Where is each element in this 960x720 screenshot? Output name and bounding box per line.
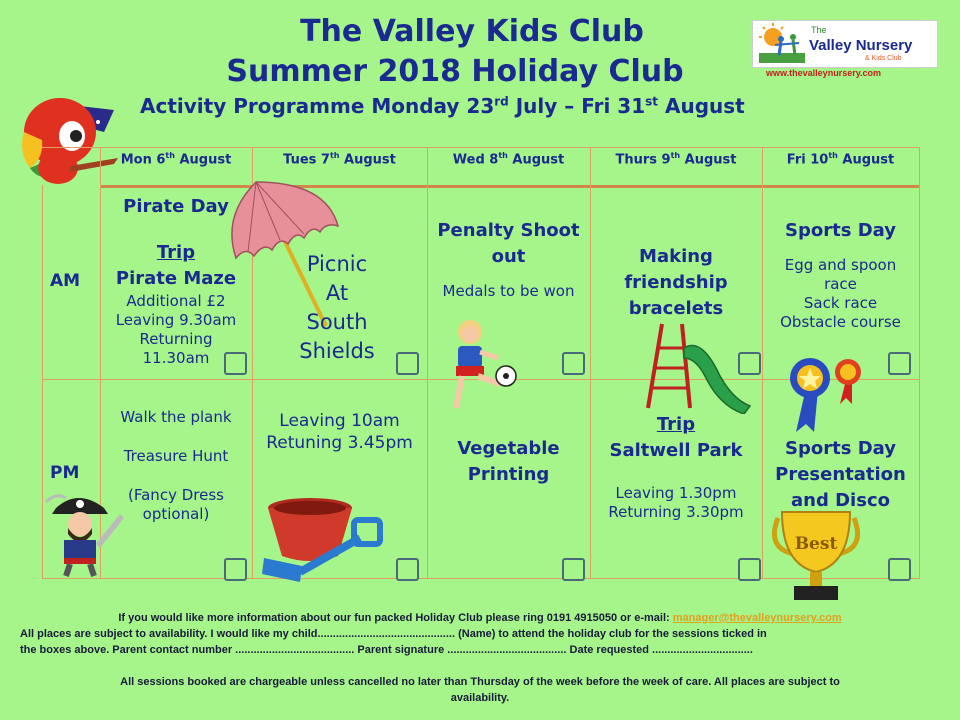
pm-thu-line1: Leaving 1.30pm [615,484,737,502]
checkbox-am-mon[interactable] [224,352,247,375]
programme-part-a: Activity Programme Monday 23 [140,94,495,118]
am-fri-line2: race [824,275,857,293]
nursery-logo [752,20,938,68]
am-wed-cell [427,218,590,301]
pm-fri-line1: Sports Day [785,438,896,459]
trophy-icon [766,508,866,608]
grid-line-v6 [919,147,920,579]
pm-fri-line2: Presentation [775,464,906,485]
page-title: The Valley Kids Club [300,14,644,49]
programme-part-b: July – Fri 31 [508,94,646,118]
am-mon-trip: Trip [156,242,196,263]
row-label-pm: PM [50,463,80,483]
pm-thu-trip: Trip [656,414,696,435]
day-header-thu: Thurs 9th August [615,151,737,168]
am-mon-theme: Pirate Day [123,196,229,217]
am-tue-line1: Picnic [306,252,368,276]
footer-line2: All places are subject to availability. I would like my child............................................. (Name) to attend the holiday club for the sessions ticked in [20,628,767,640]
footer-info [20,610,940,626]
checkbox-pm-mon[interactable] [224,558,247,581]
am-mon-line2: Leaving 9.30am [115,311,237,329]
am-tue-line3: South [306,310,368,334]
am-tue-line4: Shields [299,339,375,363]
programme-sup-a: rd [494,94,509,109]
checkbox-am-thu[interactable] [738,352,761,375]
am-mon-line4: 11.30am [142,349,210,367]
pm-thu-activity: Saltwell Park [609,440,743,461]
pm-tue-line2: Retuning 3.45pm [266,433,413,453]
pm-wed-line1: Vegetable [457,438,560,459]
logo-sub: & Kids Club [865,55,902,62]
pm-mon-line1: Walk the plank [120,408,232,426]
pm-mon-line2: Treasure Hunt [123,447,229,465]
grid-line-top [42,147,920,148]
pm-mon-line3: (Fancy Dress [128,486,224,504]
grid-line-v3 [427,147,428,579]
grid-line-header [100,185,920,188]
am-fri-theme: Sports Day [785,220,896,241]
footer-line3: the boxes above. Parent contact number ....................................... Parent signature ....................................... Date requested ................................. [20,644,753,656]
pm-mon-line4: optional) [142,505,210,523]
day-header-wed: Wed 8th August [452,151,565,168]
am-fri-line1: Egg and spoon [784,256,897,274]
programme-part-c: August [658,94,745,118]
am-thu-line1: Making [639,246,713,267]
pm-tue-cell [252,410,427,454]
day-header-mon: Mon 6th August [120,151,232,168]
trophy-label: Best [794,534,838,554]
checkbox-pm-wed[interactable] [562,558,585,581]
pm-thu-line2: Returning 3.30pm [608,503,744,521]
pm-tue-line1: Leaving 10am [279,411,400,431]
footballer-girl-icon [444,318,524,418]
am-fri-line3: Sack race [803,294,878,312]
website-link[interactable]: www.thevalleynursery.com [766,68,882,78]
footer-line5: availability. [450,692,510,704]
day-header-fri: Fri 10th August [786,151,895,168]
pm-wed-line2: Printing [467,464,550,485]
am-wed-line1: Penalty Shoot [437,220,580,241]
pirate-icon [38,484,132,578]
am-fri-cell [762,218,919,332]
checkbox-am-fri[interactable] [888,352,911,375]
rosette-medal-icon [784,354,868,434]
am-wed-line2: out [491,246,526,267]
am-fri-line4: Obstacle course [780,313,901,331]
checkbox-pm-fri[interactable] [888,558,911,581]
checkbox-am-wed[interactable] [562,352,585,375]
pm-thu-cell [590,412,762,522]
am-thu-line2: friendship [624,272,728,293]
am-mon-line3: Returning [139,330,213,348]
checkbox-pm-thu[interactable] [738,558,761,581]
am-thu-line3: bracelets [628,298,724,319]
am-mon-activity: Pirate Maze [115,268,237,289]
am-thu-cell [590,244,762,322]
footer-line4: All sessions booked are chargeable unless cancelled no later than Thursday of the week before the week of care. All places are subject to [120,676,840,688]
logo-name: Valley Nursery [809,37,913,54]
pm-wed-cell [427,436,590,488]
grid-line-v5 [762,147,763,579]
footer-line1: If you would like more information about our fun packed Holiday Club please ring 0191 4915050 or e-mail: [118,612,670,624]
programme-dates [140,94,745,118]
email-link[interactable]: manager@thevalleynursery.com [672,612,842,624]
programme-sup-b: st [645,94,659,109]
bucket-spade-icon [260,494,390,584]
am-tue-line2: At [325,281,349,305]
sun-children-icon [757,23,807,65]
am-tue-cell [282,250,392,366]
checkbox-pm-tue[interactable] [396,558,419,581]
pm-fri-cell [762,436,919,514]
am-mon-line1: Additional £2 [126,292,226,310]
row-label-am: AM [50,271,81,291]
day-header-tue: Tues 7th August [283,151,396,168]
am-wed-note: Medals to be won [442,282,575,300]
pm-fri-line3: and Disco [791,490,890,511]
page-subtitle: Summer 2018 Holiday Club [226,54,684,89]
logo-the: The [811,25,827,35]
checkbox-am-tue[interactable] [396,352,419,375]
